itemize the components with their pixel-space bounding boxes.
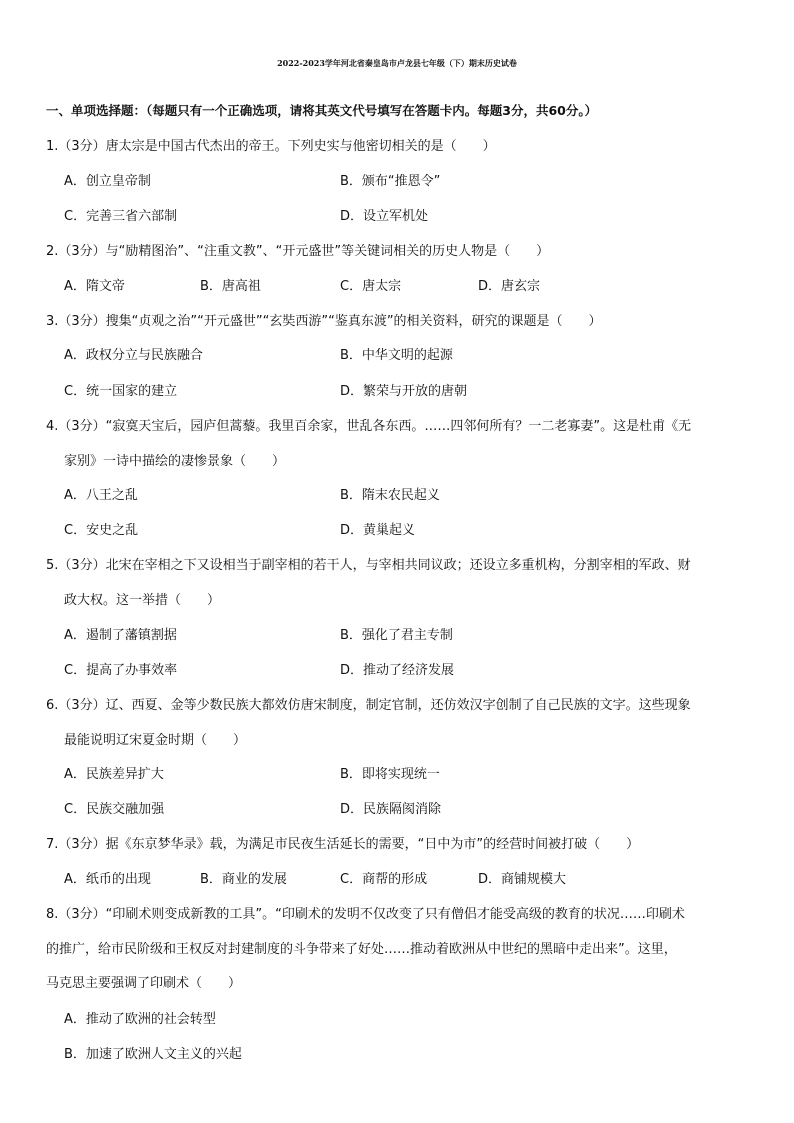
question-3-stem: 3.（3分）搜集“贞观之治”“开元盛世”“玄奘西游”“鉴真东渡”的相关资料，研究的课题是（ ） xyxy=(46,314,602,329)
question-1-option-c: C．完善三省六部制 xyxy=(64,209,178,224)
question-2-option-a: A．隋文帝 xyxy=(64,279,125,294)
question-5-option-a: A．遏制了藩镇割据 xyxy=(64,628,177,643)
question-1-stem: 1.（3分）唐太宗是中国古代杰出的帝王。下列史实与他密切相关的是（ ） xyxy=(46,139,496,154)
question-2-option-b: B．唐高祖 xyxy=(200,279,261,294)
question-6-stem: 6.（3分）辽、西夏、金等少数民族大都效仿唐宋制度，制定官制，还仿效汉字创制了自己民族的文字。这些现象 xyxy=(46,698,691,713)
question-1-option-a: A．创立皇帝制 xyxy=(64,174,151,189)
question-2-stem: 2.（3分）与“励精图治”、“注重文教”、“开元盛世”等关键词相关的历史人物是（ ） xyxy=(46,244,550,259)
question-6-option-c: C．民族交融加强 xyxy=(64,802,165,817)
question-3-option-d: D．繁荣与开放的唐朝 xyxy=(340,384,468,399)
question-7-stem: 7.（3分）据《东京梦华录》载，为满足市民夜生活延长的需要，“日中为市”的经营时间被打破（ ） xyxy=(46,837,640,852)
question-3-option-b: B．中华文明的起源 xyxy=(340,348,453,363)
question-4-stem: 4.（3分）“寂寞天宝后，园庐但蒿藜。我里百余家，世乱各东西。……四邻何所有？一二老寡妻”。这是杜甫《无 xyxy=(46,419,692,434)
question-4-stem-cont: 家别》一诗中描绘的凄惨景象（ ） xyxy=(64,454,286,469)
question-6-option-a: A．民族差异扩大 xyxy=(64,767,164,782)
question-2-option-c: C．唐太宗 xyxy=(340,279,402,294)
question-6-stem-cont: 最能说明辽宋夏金时期（ ） xyxy=(64,733,247,748)
question-5-option-c: C．提高了办事效率 xyxy=(64,663,178,678)
question-4-option-b: B．隋末农民起义 xyxy=(340,488,440,503)
question-3-option-c: C．统一国家的建立 xyxy=(64,384,178,399)
question-1-option-d: D．设立军机处 xyxy=(340,209,429,224)
question-4-option-a: A．八王之乱 xyxy=(64,488,138,503)
question-4-option-c: C．安史之乱 xyxy=(64,523,139,538)
question-5-stem-cont: 政大权。这一举措（ ） xyxy=(64,593,221,608)
page-title: 2022-2023学年河北省秦皇岛市卢龙县七年级（下）期末历史试卷 xyxy=(277,58,517,68)
question-3-option-a: A．政权分立与民族融合 xyxy=(64,348,203,363)
question-7-option-d: D．商铺规模大 xyxy=(478,872,567,887)
question-8-option-a: A．推动了欧洲的社会转型 xyxy=(64,1012,216,1027)
question-1-option-b: B．颁布“推恩令” xyxy=(340,174,441,189)
question-2-option-d: D．唐玄宗 xyxy=(478,279,541,294)
question-6-option-b: B．即将实现统一 xyxy=(340,767,440,782)
section-heading: 一、单项选择题：（每题只有一个正确选项，请将其英文代号填写在答题卡内。每题3分，共60分。） xyxy=(46,103,598,118)
question-7-option-c: C．商帮的形成 xyxy=(340,872,428,887)
question-7-option-a: A．纸币的出现 xyxy=(64,872,151,887)
question-8-stem: 8.（3分）“印刷术则变成新教的工具”。“印刷术的发明不仅改变了只有僧侣才能受高级的教育的状况……印刷术 xyxy=(46,907,685,922)
question-7-option-b: B．商业的发展 xyxy=(200,872,287,887)
question-5-option-b: B．强化了君主专制 xyxy=(340,628,453,643)
question-6-option-d: D．民族隔阂消除 xyxy=(340,802,442,817)
question-5-stem: 5.（3分）北宋在宰相之下又设相当于副宰相的若干人，与宰相共同议政；还设立多重机构，分割宰相的军政、财 xyxy=(46,558,691,573)
question-8-stem-cont-1: 的推广，给市民阶级和王权反对封建制度的斗争带来了好处……推动着欧洲从中世纪的黑暗中走出来”。这里， xyxy=(46,942,677,957)
question-5-option-d: D．推动了经济发展 xyxy=(340,663,455,678)
question-8-stem-cont-2: 马克思主要强调了印刷术（ ） xyxy=(46,976,242,991)
question-8-option-b: B．加速了欧洲人文主义的兴起 xyxy=(64,1047,242,1062)
question-4-option-d: D．黄巢起义 xyxy=(340,523,416,538)
